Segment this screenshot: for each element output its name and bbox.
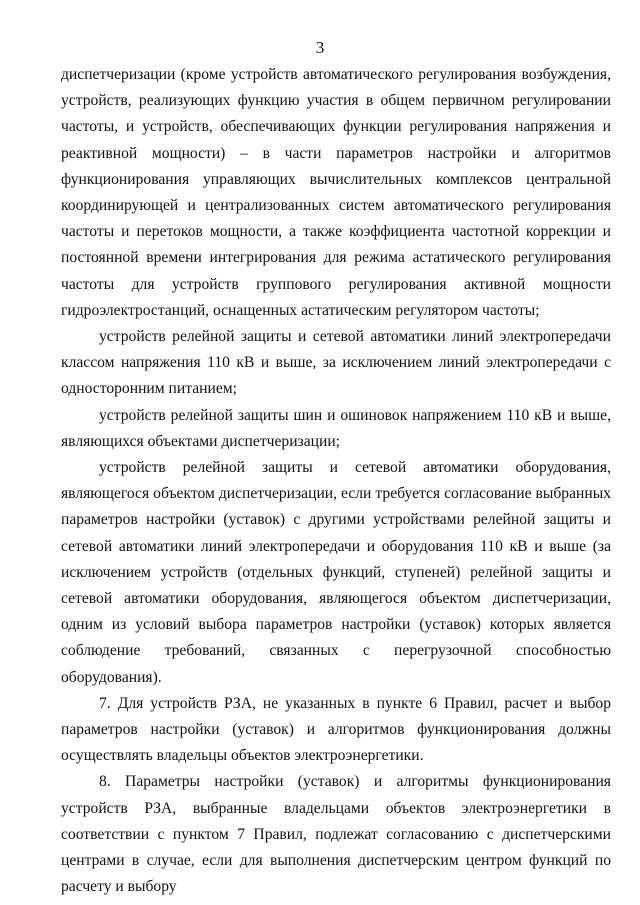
paragraph-continuation: диспетчеризации (кроме устройств автоматического регулирования возбуждения, устройств, реализующих функцию участия в общем первичном регулировании частоты, и устройств, обеспечивающих функции регулирования напряжения и реактивной мощности) – в части параметров настройки и алгоритмов функционирования управляющих вычислительных комплексов центральной координирующей и централизованных систем автоматического регулирования частоты и перетоков мощности, а также коэффициента частотной коррекции и постоянной времени интегрирования для режима астатического регулирования частоты для устройств группового регулирования активной мощности гидроэлектростанций, оснащенных астатическим регулятором частоты; [61, 66, 611, 319]
paragraph-equipment-protection: устройств релейной защиты и сетевой автоматики оборудования, являющегося объектом диспетчеризации, если требуется согласование выбранных параметров настройки (уставок) с другими устройствами релейной защиты и сетевой автоматики линий электропередачи и оборудования 110 кВ и выше (за исключением устройств (отдельных функций, ступеней) релейной защиты и сетевой автоматики оборудования, являющегося объектом диспетчеризации, одним из условий выбора параметров настройки (уставок) которых является соблюдение требований, связанных с перегрузочной способностью оборудования). [61, 459, 611, 686]
paragraph-line-protection: устройств релейной защиты и сетевой автоматики линий электропередачи классом напряжения 110 кВ и выше, за исключением линий электропередачи с односторонним питанием; [61, 328, 611, 398]
document-body [61, 62, 611, 901]
paragraph-clause-8: 8. Параметры настройки (уставок) и алгоритмы функционирования устройств РЗА, выбранные владельцами объектов электроэнергетики в соответствии с пунктом 7 Правил, подлежат согласованию с диспетчерскими центрами в случае, если для выполнения диспетчерским центром функций по расчету и выбору [61, 773, 611, 896]
page-number: 3 [315, 38, 325, 57]
paragraph-clause-7: 7. Для устройств РЗА, не указанных в пункте 6 Правил, расчет и выбор параметров настройки (уставок) и алгоритмов функционирования должны осуществлять владельцы объектов электроэнергетики. [61, 694, 611, 765]
paragraph-bus-protection: устройств релейной защиты шин и ошиновок напряжением 110 кВ и выше, являющихся объектами диспетчеризации; [61, 406, 611, 450]
